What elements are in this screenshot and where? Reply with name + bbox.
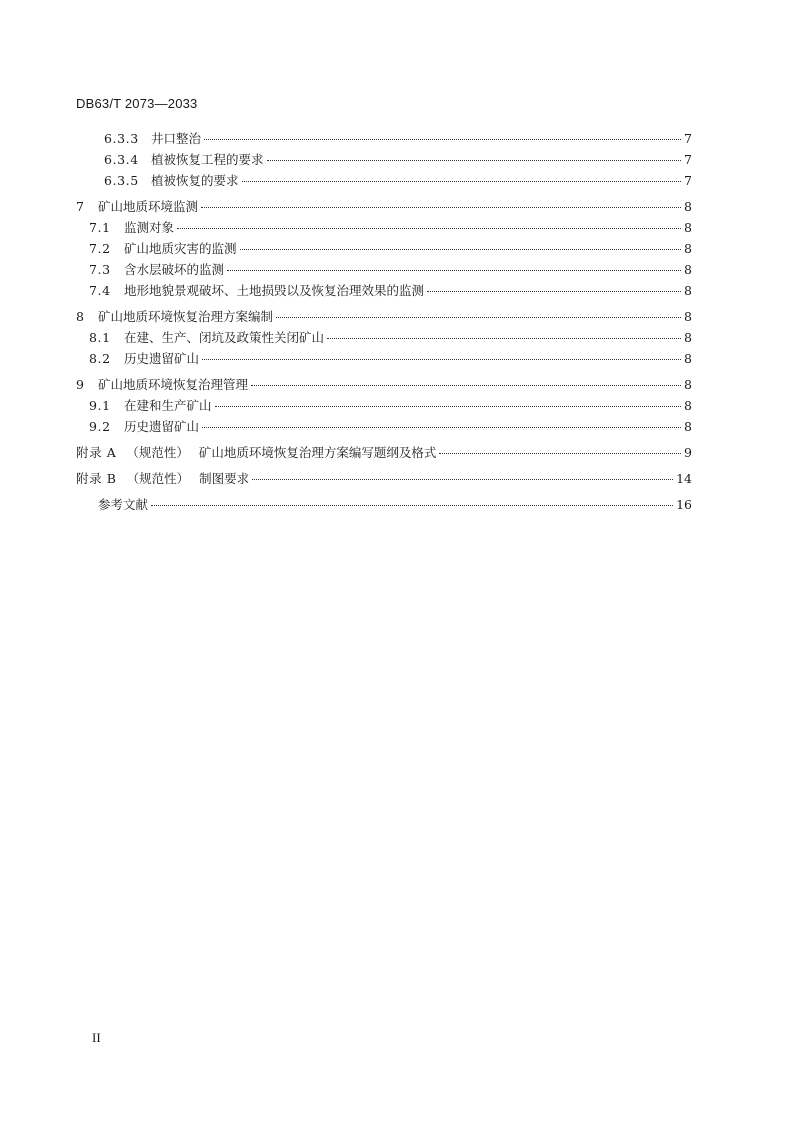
toc-entry-tag: （规范性） [126, 445, 189, 460]
toc-entry-tag: （规范性） [126, 471, 190, 486]
toc-dot-leader [251, 373, 681, 386]
toc-entry-number: 6.3.4 [104, 152, 139, 167]
toc-entry[interactable] [76, 259, 692, 280]
toc-entry-page: 8 [684, 199, 692, 214]
toc-entry-page: 7 [684, 173, 692, 188]
toc-entry-title: 历史遗留矿山 [124, 419, 200, 434]
toc-dot-leader [177, 216, 681, 229]
toc-entry-title: 矿山地质灾害的监测 [124, 241, 237, 256]
toc-entry-number: 7.1 [89, 220, 111, 235]
toc-entry-page: 8 [684, 309, 692, 324]
toc-entry-page: 8 [684, 419, 692, 434]
toc-entry-page: 8 [684, 330, 692, 345]
toc-entry[interactable] [76, 170, 692, 191]
toc-entry-title: 矿山地质环境恢复治理管理 [98, 377, 249, 392]
toc-entry-page: 16 [676, 497, 692, 512]
toc-entry[interactable] [76, 149, 692, 170]
toc-entry-number: 9.2 [89, 419, 111, 434]
toc-entry-page: 14 [676, 471, 692, 486]
toc-entry-title: 植被恢复的要求 [151, 173, 239, 188]
toc-entry-page: 8 [684, 241, 692, 256]
toc-entry-title: 植被恢复工程的要求 [151, 152, 264, 167]
toc-entry-page: 8 [684, 262, 692, 277]
toc-dot-leader [252, 467, 673, 480]
toc-entry[interactable] [76, 442, 692, 463]
toc-entry-title: 地形地貌景观破坏、土地损毁以及恢复治理效果的监测 [124, 283, 425, 298]
toc-entry-title: 在建和生产矿山 [124, 398, 212, 413]
toc-entry[interactable] [76, 306, 692, 327]
toc-entry-page: 8 [684, 377, 692, 392]
toc-entry-number: 9 [76, 377, 85, 392]
toc-entry-title: 在建、生产、闭坑及政策性关闭矿山 [124, 330, 325, 345]
toc-entry-page: 8 [684, 283, 692, 298]
toc-entry-page: 8 [684, 398, 692, 413]
toc-entry-page: 8 [684, 351, 692, 366]
toc-entry-title: 监测对象 [124, 220, 175, 235]
toc-dot-leader [427, 279, 681, 292]
toc-entry-page: 9 [684, 445, 692, 460]
toc-entry-title: 井口整治 [151, 131, 202, 146]
toc-entry[interactable] [76, 468, 692, 489]
toc-entry-number: 附录 B [76, 471, 117, 486]
toc-entry[interactable] [76, 348, 692, 369]
toc-entry-title: 矿山地质环境恢复治理方案编制 [98, 309, 274, 324]
toc-entry[interactable] [76, 128, 692, 149]
toc-dot-leader [202, 347, 681, 360]
toc-entry[interactable] [76, 238, 692, 259]
toc-entry[interactable] [76, 327, 692, 348]
toc-entry-number: 7 [76, 199, 85, 214]
toc-dot-leader [242, 169, 681, 182]
toc-entry-number: 7.2 [89, 241, 111, 256]
toc-dot-leader [240, 237, 681, 250]
toc-entry-page: 7 [684, 152, 692, 167]
toc-entry-title: 矿山地质环境监测 [98, 199, 199, 214]
toc-dot-leader [276, 305, 681, 318]
toc-dot-leader [267, 148, 681, 161]
toc-entry[interactable] [76, 196, 692, 217]
toc-entry-number: 6.3.5 [104, 173, 139, 188]
toc-entry-number: 9.1 [89, 398, 111, 413]
toc-dot-leader [202, 415, 681, 428]
toc-entry-title: 历史遗留矿山 [124, 351, 200, 366]
toc-entry-title: 参考文献 [98, 497, 149, 512]
toc-entry-title: 制图要求 [199, 471, 250, 486]
toc-entry[interactable] [76, 280, 692, 301]
toc-entry-number: 8.1 [89, 330, 111, 345]
toc-entry-number: 7.3 [89, 262, 111, 277]
toc-entry-number: 8.2 [89, 351, 111, 366]
toc-entry-title: 含水层破坏的监测 [124, 262, 225, 277]
document-code-header: DB63/T 2073—2033 [76, 96, 198, 111]
toc-dot-leader [439, 441, 681, 454]
toc-entry[interactable] [76, 416, 692, 437]
toc-entry[interactable] [76, 374, 692, 395]
toc-entry-page: 7 [684, 131, 692, 146]
toc-entry-number: 7.4 [89, 283, 111, 298]
toc-dot-leader [227, 258, 681, 271]
toc-entry[interactable] [76, 217, 692, 238]
toc-entry-title: 矿山地质环境恢复治理方案编写题纲及格式 [198, 445, 437, 460]
toc-entry-number: 8 [76, 309, 85, 324]
toc-entry[interactable] [76, 395, 692, 416]
table-of-contents [76, 128, 692, 515]
toc-entry-page: 8 [684, 220, 692, 235]
toc-dot-leader [327, 326, 681, 339]
toc-entry-number: 附录 A [76, 445, 117, 460]
toc-dot-leader [151, 493, 673, 506]
toc-dot-leader [215, 394, 681, 407]
toc-dot-leader [201, 195, 681, 208]
toc-entry[interactable] [76, 494, 692, 515]
toc-entry-number: 6.3.3 [104, 131, 139, 146]
toc-dot-leader [204, 127, 681, 140]
page-number: II [92, 1030, 101, 1045]
